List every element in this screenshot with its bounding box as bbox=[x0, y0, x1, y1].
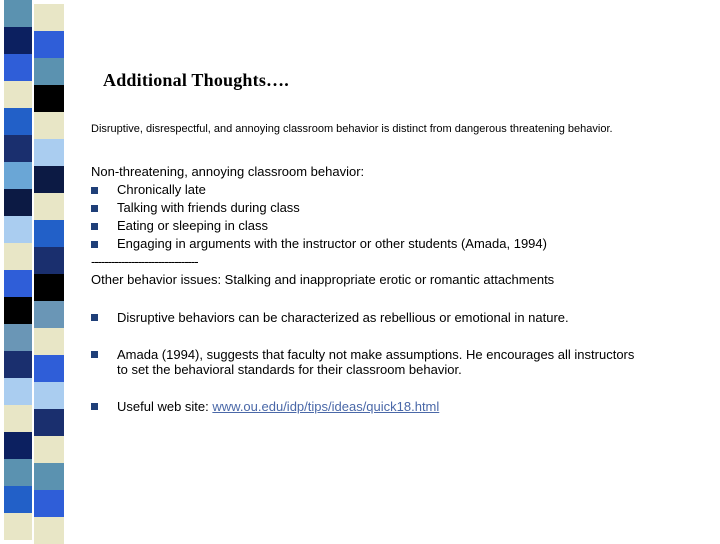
square-bullet-icon bbox=[91, 187, 98, 194]
intro-text: Disruptive, disrespectful, and annoying classroom behavior is distinct from dangerous threatening behavior. bbox=[91, 123, 613, 135]
list-item: Talking with friends during class bbox=[91, 199, 554, 217]
point-text: Disruptive behaviors can be characterized as rebellious or emotional in nature. bbox=[117, 310, 569, 325]
stripe-block bbox=[34, 85, 64, 112]
stripe-block bbox=[34, 4, 64, 31]
stripe-block bbox=[34, 139, 64, 166]
square-bullet-icon bbox=[91, 241, 98, 248]
stripe-block bbox=[4, 378, 32, 405]
stripe-block bbox=[4, 108, 32, 135]
stripe-block bbox=[4, 243, 32, 270]
square-bullet-icon bbox=[91, 403, 98, 410]
other-issues-text: Other behavior issues: Stalking and inappropriate erotic or romantic attachments bbox=[91, 272, 555, 287]
stripe-block bbox=[34, 166, 64, 193]
non-threatening-heading: Non-threatening, annoying classroom behavior: bbox=[91, 164, 365, 179]
point-item bbox=[91, 347, 634, 377]
list-item: Engaging in arguments with the instructor or other students (Amada, 1994) bbox=[91, 235, 554, 253]
stripe-block bbox=[4, 297, 32, 324]
list-item: Chronically late bbox=[91, 181, 554, 199]
stripe-block bbox=[4, 0, 32, 27]
point-text: Amada (1994), suggests that faculty not make assumptions. He encourages all instructors bbox=[117, 347, 635, 362]
stripe-block bbox=[4, 189, 32, 216]
stripe-block bbox=[4, 405, 32, 432]
square-bullet-icon bbox=[91, 314, 98, 321]
stripe-block bbox=[4, 216, 32, 243]
stripe-block bbox=[34, 436, 64, 463]
square-bullet-icon bbox=[91, 351, 98, 358]
point-text: Useful web site: bbox=[117, 399, 213, 414]
stripe-block bbox=[34, 409, 64, 436]
stripe-block bbox=[34, 274, 64, 301]
square-bullet-icon bbox=[91, 205, 98, 212]
stripe-block bbox=[4, 135, 32, 162]
stripe-block bbox=[4, 27, 32, 54]
stripe-block bbox=[34, 355, 64, 382]
stripe-block bbox=[34, 301, 64, 328]
stripe-block bbox=[34, 463, 64, 490]
point-item bbox=[91, 399, 439, 414]
stripe-block bbox=[4, 486, 32, 513]
stripe-block bbox=[4, 162, 32, 189]
decorative-stripe bbox=[0, 0, 68, 540]
stripe-block bbox=[4, 513, 32, 540]
stripe-block bbox=[34, 382, 64, 409]
list-item: Eating or sleeping in class bbox=[91, 217, 554, 235]
stripe-block bbox=[34, 490, 64, 517]
non-threatening-block bbox=[91, 163, 554, 289]
point-item bbox=[91, 310, 569, 325]
square-bullet-icon bbox=[91, 223, 98, 230]
stripe-block bbox=[34, 220, 64, 247]
stripe-block bbox=[34, 31, 64, 58]
website-link[interactable]: www.ou.edu/idp/tips/ideas/quick18.html bbox=[212, 399, 440, 414]
point-text-continued: to set the behavioral standards for their classroom behavior. bbox=[117, 362, 462, 377]
stripe-block bbox=[4, 351, 32, 378]
stripe-block bbox=[34, 328, 64, 355]
stripe-block bbox=[34, 58, 64, 85]
divider-text: -------------------------------- bbox=[91, 254, 198, 269]
stripe-block bbox=[34, 247, 64, 274]
stripe-block bbox=[4, 81, 32, 108]
stripe-block bbox=[34, 112, 64, 139]
stripe-block bbox=[34, 193, 64, 220]
stripe-block bbox=[4, 270, 32, 297]
stripe-block bbox=[4, 459, 32, 486]
slide-title: Additional Thoughts…. bbox=[103, 70, 289, 90]
stripe-block bbox=[4, 432, 32, 459]
stripe-block bbox=[4, 54, 32, 81]
stripe-block bbox=[4, 324, 32, 351]
